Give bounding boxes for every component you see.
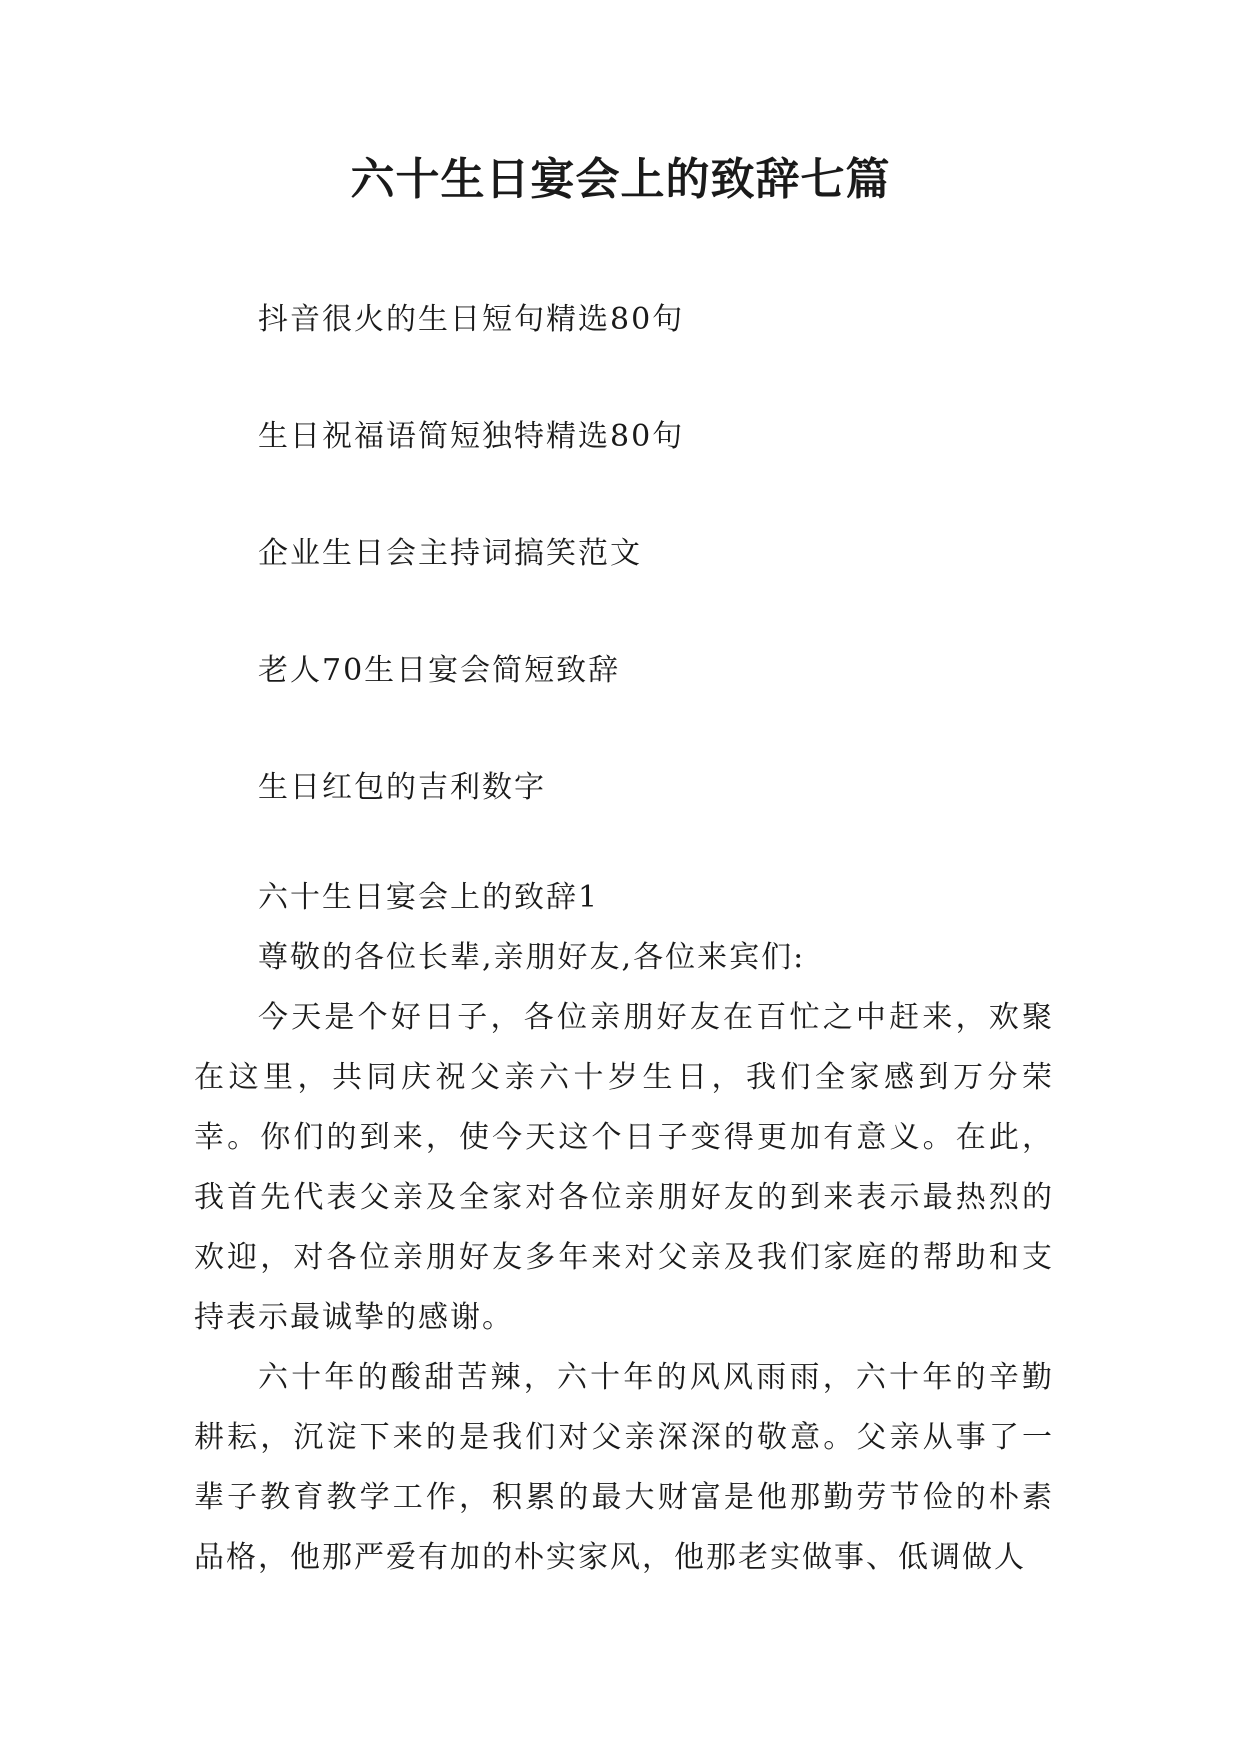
body-paragraph: 六十年的酸甜苦辣，六十年的风风雨雨，六十年的辛勤耕耘，沉淀下来的是我们对父亲深深的敬意。父亲从事了一辈子教育教学工作，积累的最大财富是他那勤劳节俭的朴素品格，他那严爱有加的朴实家风，他那老实做事、低调做人 xyxy=(194,1360,1054,1575)
related-link-item[interactable]: 企业生日会主持词搞笑范文 xyxy=(258,536,642,571)
document-title: 六十生日宴会上的致辞七篇 xyxy=(350,154,891,205)
salutation: 尊敬的各位长辈,亲朋好友,各位来宾们: xyxy=(258,940,806,975)
body-paragraph: 今天是个好日子，各位亲朋好友在百忙之中赶来，欢聚在这里，共同庆祝父亲六十岁生日，我们全家感到万分荣幸。你们的到来，使今天这个日子变得更加有意义。在此，我首先代表父亲及全家对各位亲朋好友的到来表示最热烈的欢迎，对各位亲朋好友多年来对父亲及我们家庭的帮助和支持表示最诚挚的感谢。 xyxy=(194,1000,1054,1335)
related-link-item[interactable]: 抖音很火的生日短句精选80句 xyxy=(258,302,685,337)
related-link-item[interactable]: 生日红包的吉利数字 xyxy=(258,770,546,805)
related-link-item[interactable]: 老人70生日宴会简短致辞 xyxy=(258,653,621,688)
related-links-list xyxy=(258,290,1058,875)
related-link-item[interactable]: 生日祝福语简短独特精选80句 xyxy=(258,419,685,454)
section-heading: 六十生日宴会上的致辞1 xyxy=(258,880,600,915)
speech-section xyxy=(194,868,1054,1588)
